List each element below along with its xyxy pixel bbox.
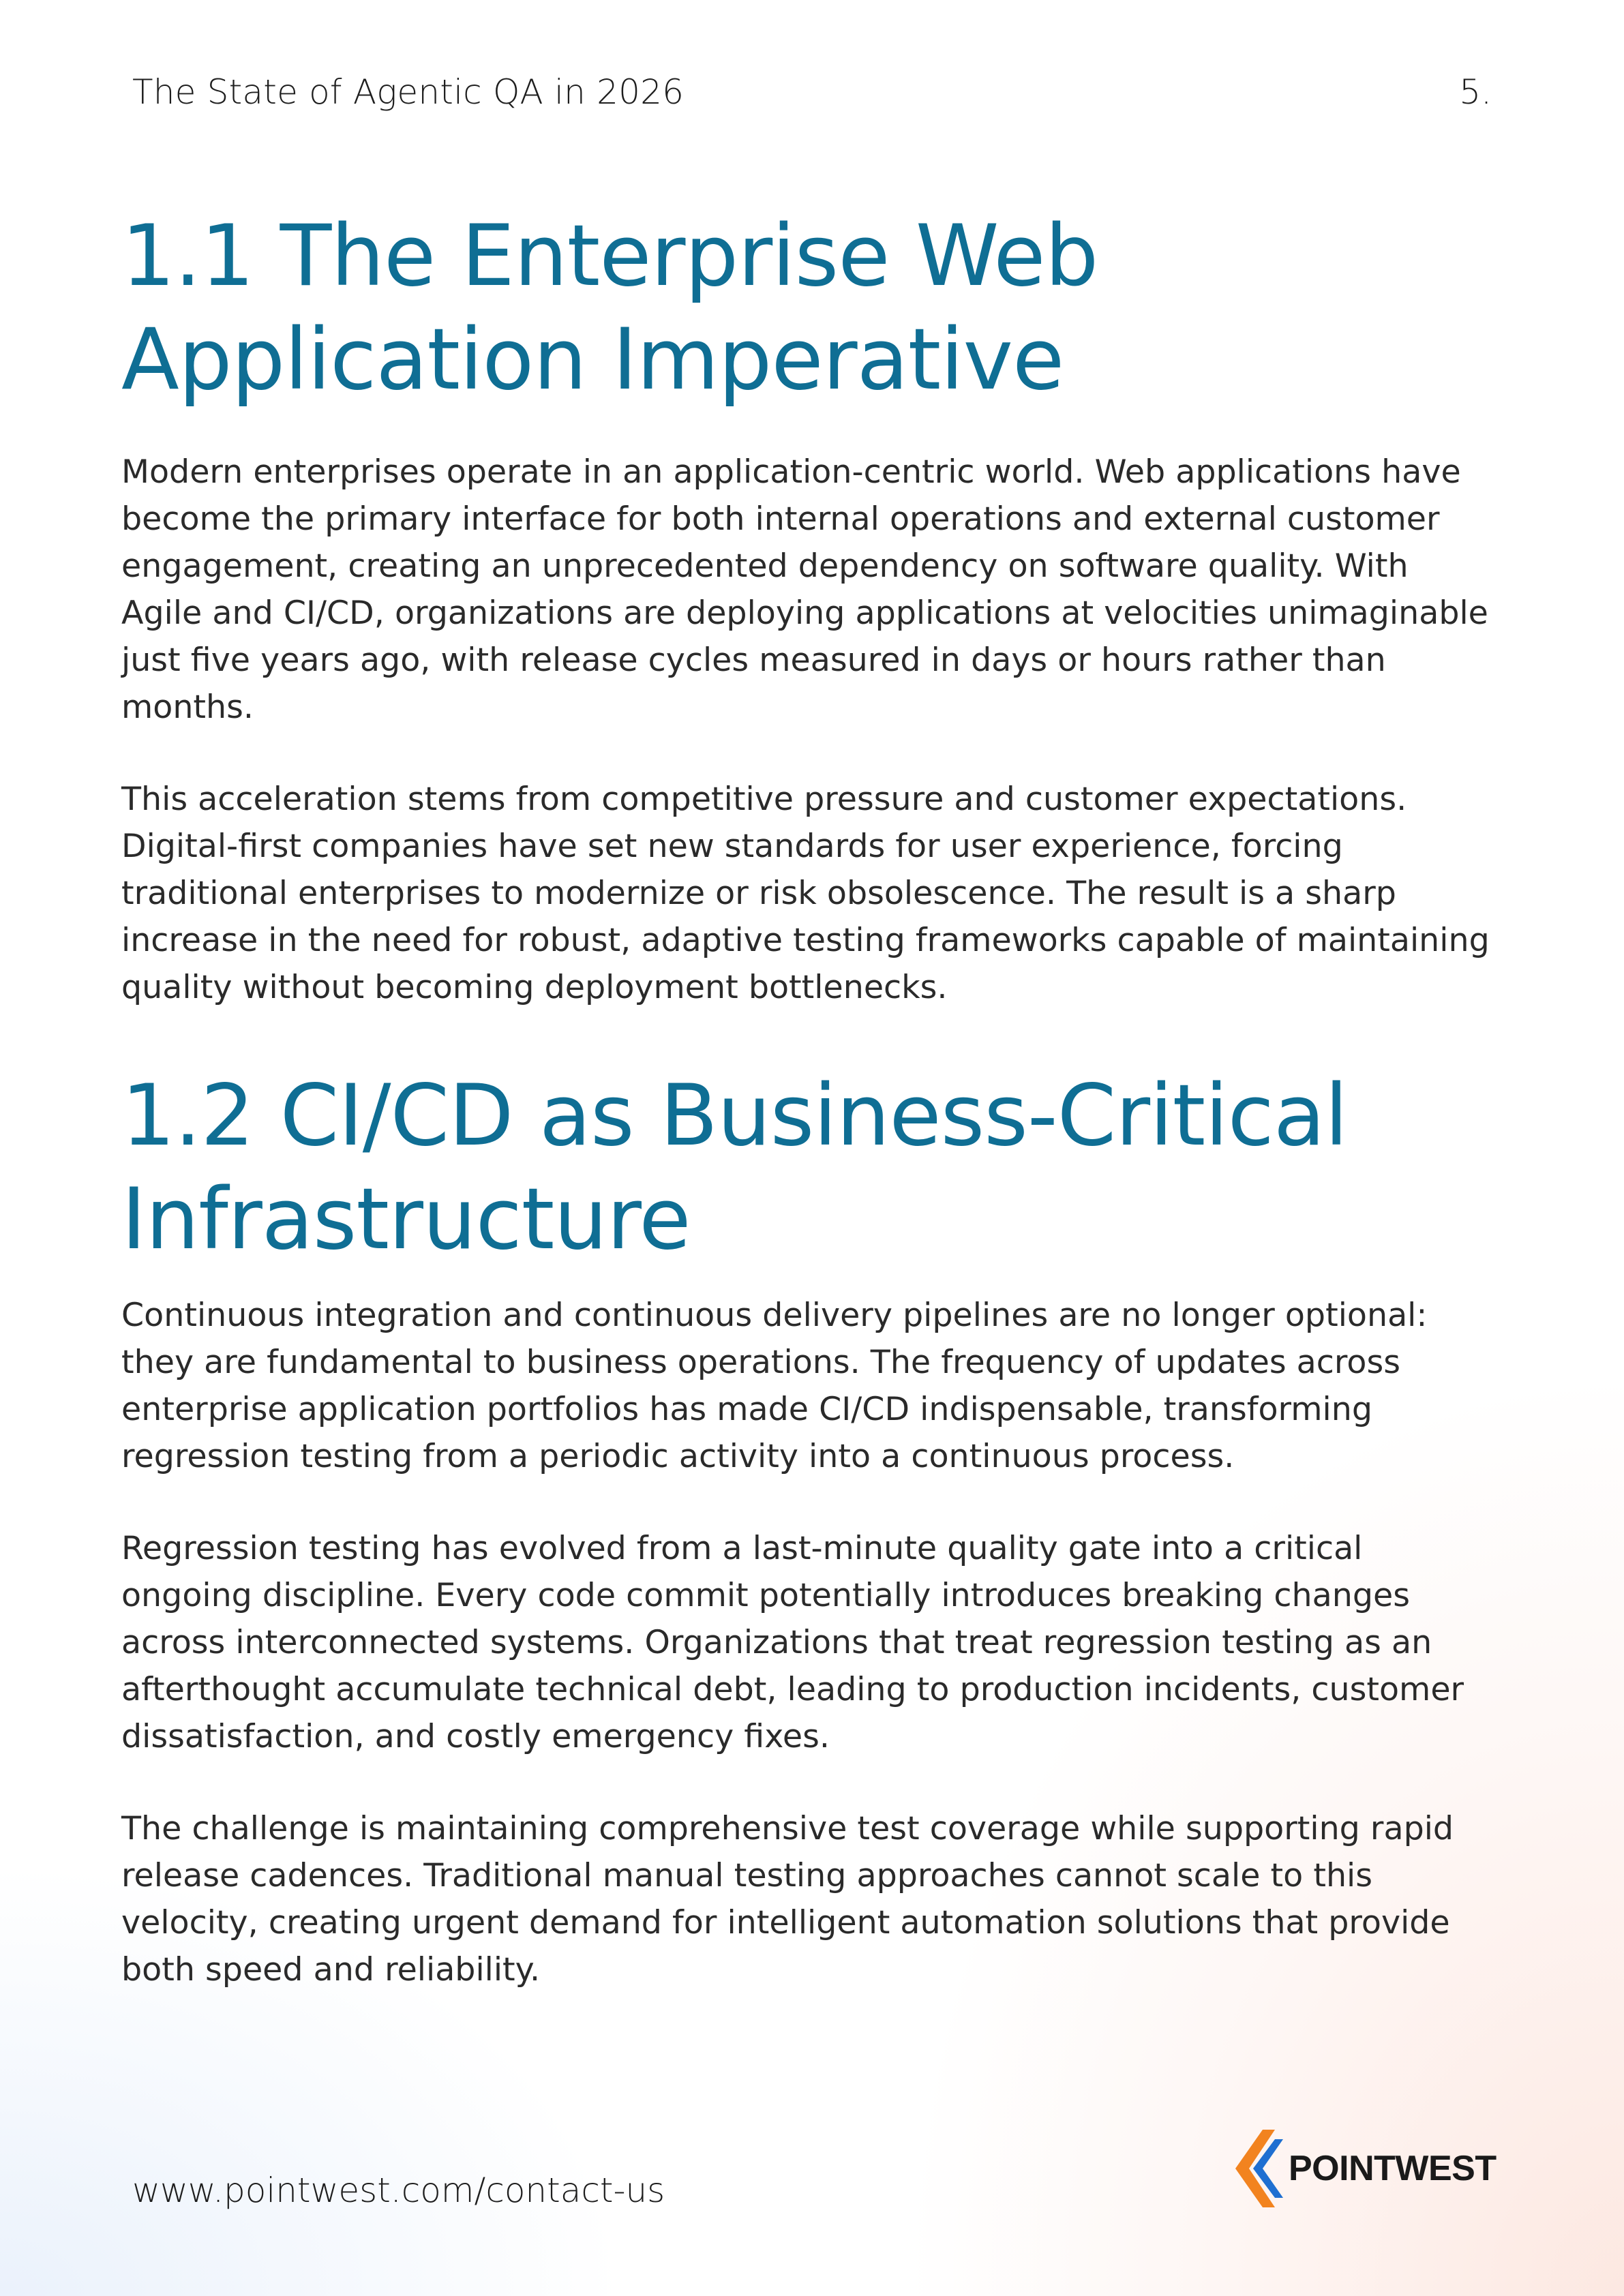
paragraph-1-2-b: Regression testing has evolved from a last-minute quality gate into a critical ongoing discipline. Every code commit potentially introduces breaking changes across interconnected systems. Organizations that treat regression testing as an afterthought accumulate technical debt, leading to production incidents, customer dissatisfaction, and costly emergency fixes.	[121, 1530, 1464, 1755]
section-heading-1-1-line1: 1.1 The Enterprise Web	[121, 207, 1098, 305]
section-heading-1-1	[121, 205, 1499, 412]
page-number: 5.	[1459, 72, 1492, 112]
document-title: The State of Agentic QA in 2026	[132, 72, 685, 112]
section-heading-1-1-line2: Application Imperative	[121, 311, 1064, 409]
paragraph-1-2-a: Continuous integration and continuous delivery pipelines are no longer optional: they are fundamental to business operations. The frequency of updates across enterprise application portfolios has made CI/CD indispensable, transforming regression testing from a periodic activity into a continuous process.	[121, 1297, 1428, 1475]
pointwest-logo-text: POINTWEST	[1289, 2149, 1497, 2188]
paragraph-1-2-c: The challenge is maintaining comprehensive test coverage while supporting rapid release cadences. Traditional manual testing approaches cannot scale to this velocity, creating urgent demand for intelligent automation solutions that provide both speed and reliability.	[121, 1810, 1454, 1989]
paragraph-1-1-b: This acceleration stems from competitive pressure and customer expectations. Digital-first companies have set new standards for user experience, forcing traditional enterprises to modernize or risk obsolescence. The result is a sharp increase in the need for robust, adaptive testing frameworks capable of maintaining quality without becoming deployment bottlenecks.	[121, 781, 1490, 1006]
pointwest-chevron-icon	[1233, 2128, 1284, 2209]
section-heading-1-2	[121, 1064, 1499, 1271]
contact-us-link[interactable]: www.pointwest.com/contact-us	[132, 2171, 665, 2210]
paragraph-1-1-a: Modern enterprises operate in an application-centric world. Web applications have become the primary interface for both internal operations and external customer engagement, creating an unprecedented dependency on software quality. With Agile and CI/CD, organizations are deploying applications at velocities unimaginable just five years ago, with release cycles measured in days or hours rather than months.	[121, 453, 1488, 726]
page-content	[121, 205, 1499, 1993]
pointwest-logo	[1233, 2124, 1497, 2213]
section-heading-1-2-line1: 1.2 CI/CD as Business-Critical	[121, 1067, 1348, 1165]
section-heading-1-2-line2: Infrastructure	[121, 1170, 691, 1269]
